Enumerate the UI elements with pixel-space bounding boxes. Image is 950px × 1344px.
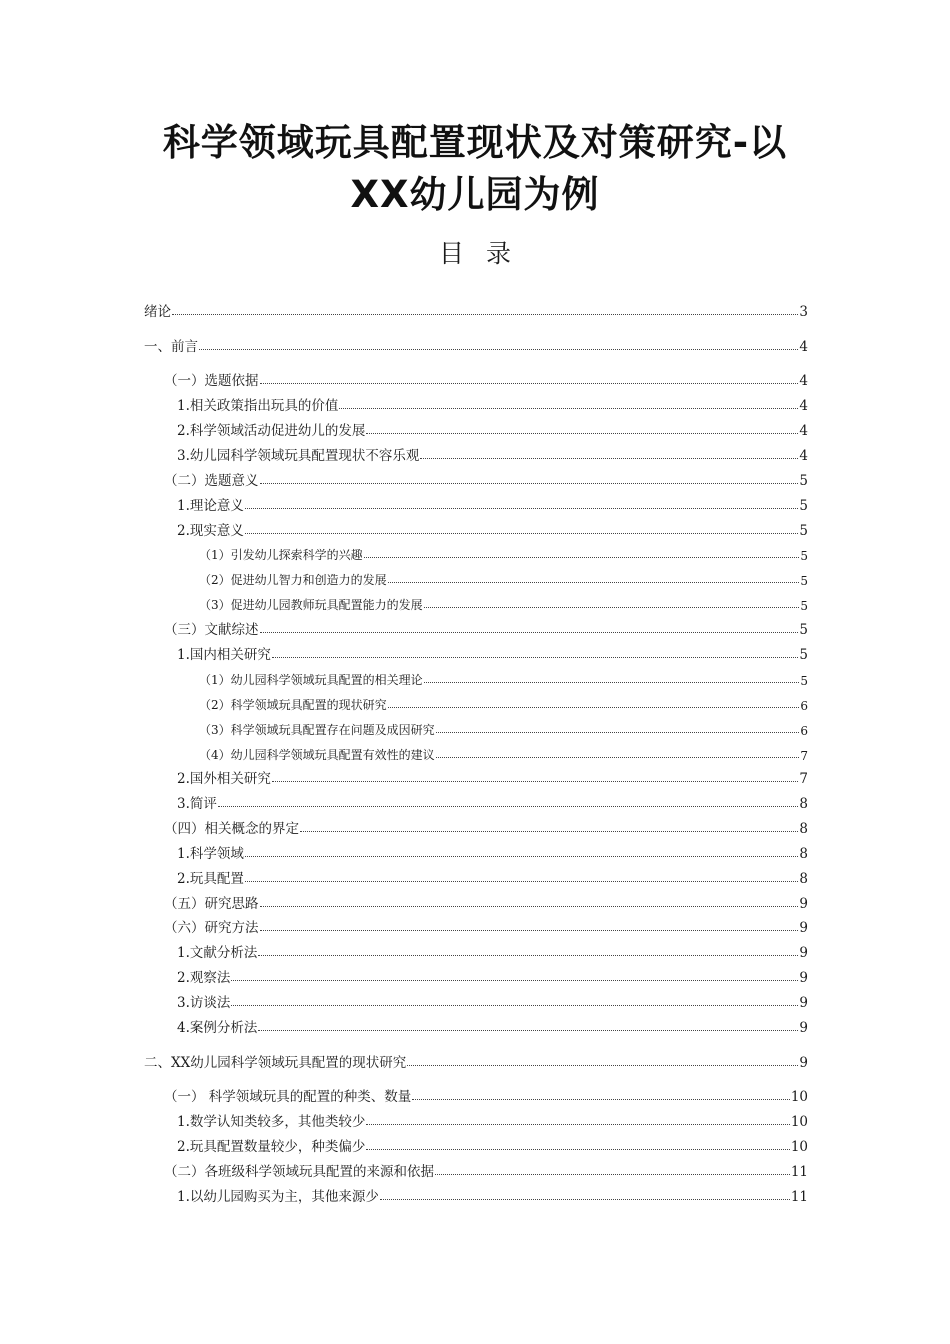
toc-entry-label: 3.访谈法 xyxy=(177,995,231,1011)
toc-entry[interactable] xyxy=(177,790,808,812)
toc-entry-page-number: 4 xyxy=(799,398,808,414)
toc-entry-page-number: 4 xyxy=(799,373,808,389)
toc-entry[interactable] xyxy=(177,392,808,414)
toc-leader-dots xyxy=(364,556,800,558)
toc-entry-page-number: 5 xyxy=(800,574,808,588)
toc-entry-label: （六）研究方法 xyxy=(164,920,259,936)
toc-entry-label: （二）选题意义 xyxy=(164,473,259,489)
toc-entry[interactable] xyxy=(177,442,808,464)
toc-entry-page-number: 9 xyxy=(799,1020,808,1036)
toc-entry[interactable] xyxy=(177,1133,808,1155)
toc-entry-label: 2.玩具配置 xyxy=(177,871,244,887)
toc-leader-dots xyxy=(258,1029,798,1031)
toc-leader-dots xyxy=(436,756,800,758)
toc-entry-page-number: 4 xyxy=(799,339,808,355)
toc-entry-label: 1.以幼儿园购买为主，其他来源少 xyxy=(177,1189,379,1205)
toc-entry-label: （一） 科学领域玩具的配置的种类、数量 xyxy=(164,1089,412,1105)
toc-entry[interactable] xyxy=(177,939,808,961)
toc-leader-dots xyxy=(366,1123,789,1125)
toc-leader-dots xyxy=(245,880,799,882)
toc-entry-label: 1.相关政策指出玩具的价值 xyxy=(177,398,339,414)
document-title-line-1: 科学领域玩具配置现状及对策研究-以 xyxy=(162,121,788,164)
toc-leader-dots xyxy=(260,905,799,907)
toc-leader-dots xyxy=(172,313,798,315)
toc-leader-dots xyxy=(366,1148,789,1150)
toc-leader-dots xyxy=(339,407,798,409)
toc-entry-label: 2.国外相关研究 xyxy=(177,771,271,787)
toc-entry[interactable] xyxy=(177,765,808,787)
toc-leader-dots xyxy=(245,507,799,509)
toc-entry[interactable] xyxy=(164,815,808,837)
toc-heading: 目录 xyxy=(438,239,533,268)
toc-entry[interactable] xyxy=(164,467,808,489)
toc-leader-dots xyxy=(231,1004,798,1006)
toc-entry-label: 1.科学领域 xyxy=(177,846,244,862)
toc-entry[interactable] xyxy=(199,591,808,613)
toc-leader-dots xyxy=(260,382,799,384)
toc-leader-dots xyxy=(272,780,799,782)
toc-entry-page-number: 9 xyxy=(799,1055,808,1071)
toc-entry-label: 1.文献分析法 xyxy=(177,945,258,961)
toc-entry[interactable] xyxy=(164,890,808,912)
toc-entry-page-number: 10 xyxy=(790,1089,808,1105)
toc-leader-dots xyxy=(424,606,800,608)
toc-leader-dots xyxy=(420,457,798,459)
toc-entry-page-number: 9 xyxy=(799,896,808,912)
toc-entry[interactable] xyxy=(164,1158,808,1180)
toc-entry-label: 1.数学认知类较多，其他类较少 xyxy=(177,1114,366,1130)
toc-entry-label: （4）幼儿园科学领域玩具配置有效性的建议 xyxy=(199,748,435,762)
toc-entry-label: 2.玩具配置数量较少，种类偏少 xyxy=(177,1139,366,1155)
toc-leader-dots xyxy=(231,979,798,981)
toc-entry-label: 1.理论意义 xyxy=(177,498,244,514)
toc-entry[interactable] xyxy=(177,417,808,439)
toc-leader-dots xyxy=(245,532,799,534)
toc-leader-dots xyxy=(199,348,798,350)
toc-entry[interactable] xyxy=(144,298,808,320)
toc-entry-page-number: 7 xyxy=(800,749,808,763)
toc-entry[interactable] xyxy=(144,333,808,355)
toc-entry-page-number: 4 xyxy=(799,423,808,439)
toc-entry-label: 绪论 xyxy=(144,304,171,320)
toc-entry-label: （3）科学领域玩具配置存在问题及成因研究 xyxy=(199,723,435,737)
toc-entry[interactable] xyxy=(177,492,808,514)
toc-entry-label: （一）选题依据 xyxy=(164,373,259,389)
toc-leader-dots xyxy=(272,656,799,658)
toc-leader-dots xyxy=(260,929,799,931)
toc-entry[interactable] xyxy=(144,1049,808,1071)
toc-leader-dots xyxy=(388,581,800,583)
toc-entry-page-number: 11 xyxy=(790,1164,808,1180)
toc-entry-page-number: 9 xyxy=(799,995,808,1011)
toc-entry-page-number: 5 xyxy=(799,622,808,638)
toc-entry-label: （2）促进幼儿智力和创造力的发展 xyxy=(199,573,387,587)
toc-entry-label: 3.幼儿园科学领域玩具配置现状不容乐观 xyxy=(177,448,420,464)
toc-entry-label: （3）促进幼儿园教师玩具配置能力的发展 xyxy=(199,598,423,612)
toc-entry[interactable] xyxy=(177,964,808,986)
toc-entry-page-number: 5 xyxy=(799,473,808,489)
toc-entry[interactable] xyxy=(177,865,808,887)
toc-entry[interactable] xyxy=(177,1108,808,1130)
toc-entry-page-number: 3 xyxy=(799,304,808,320)
toc-entry-page-number: 5 xyxy=(800,599,808,613)
toc-entry-page-number: 6 xyxy=(800,724,808,738)
toc-entry-label: （三）文献综述 xyxy=(164,622,259,638)
toc-entry[interactable] xyxy=(199,716,808,738)
toc-entry-page-number: 9 xyxy=(799,970,808,986)
document-title-line-2: XX幼儿园为例 xyxy=(350,173,600,216)
toc-entry[interactable] xyxy=(199,566,808,588)
toc-entry-page-number: 9 xyxy=(799,945,808,961)
toc-leader-dots xyxy=(366,432,798,434)
toc-entry-page-number: 9 xyxy=(799,920,808,936)
toc-entry[interactable] xyxy=(199,741,808,763)
toc-entry[interactable] xyxy=(164,914,808,936)
toc-leader-dots xyxy=(424,681,800,683)
toc-entry-label: 3.简评 xyxy=(177,796,217,812)
toc-entry-page-number: 5 xyxy=(800,674,808,688)
toc-entry-label: （1）引发幼儿探索科学的兴趣 xyxy=(199,548,363,562)
toc-entry-label: 2.科学领域活动促进幼儿的发展 xyxy=(177,423,366,439)
toc-entry[interactable] xyxy=(177,840,808,862)
toc-entry[interactable] xyxy=(199,541,808,563)
toc-entry[interactable] xyxy=(199,691,808,713)
toc-entry[interactable] xyxy=(164,367,808,389)
toc-entry-page-number: 5 xyxy=(799,647,808,663)
toc-leader-dots xyxy=(258,954,798,956)
toc-entry-page-number: 7 xyxy=(799,771,808,787)
toc-entry-page-number: 8 xyxy=(799,846,808,862)
toc-leader-dots xyxy=(407,1064,798,1066)
toc-entry[interactable] xyxy=(177,1183,808,1205)
toc-entry[interactable] xyxy=(177,989,808,1011)
toc-entry-label: 1.国内相关研究 xyxy=(177,647,271,663)
toc-entry-page-number: 6 xyxy=(800,699,808,713)
toc-entry[interactable] xyxy=(177,641,808,663)
toc-entry[interactable] xyxy=(164,1083,808,1105)
toc-entry-page-number: 5 xyxy=(799,498,808,514)
toc-entry-page-number: 5 xyxy=(799,523,808,539)
toc-entry-label: （1）幼儿园科学领域玩具配置的相关理论 xyxy=(199,673,423,687)
toc-leader-dots xyxy=(388,706,800,708)
toc-entry-label: 2.观察法 xyxy=(177,970,231,986)
toc-leader-dots xyxy=(260,631,799,633)
toc-entry[interactable] xyxy=(177,517,808,539)
toc-entry-label: （二）各班级科学领域玩具配置的来源和依据 xyxy=(164,1164,434,1180)
toc-entry-page-number: 8 xyxy=(799,796,808,812)
toc-leader-dots xyxy=(218,805,799,807)
toc-leader-dots xyxy=(380,1198,790,1200)
toc-entry-label: 2.现实意义 xyxy=(177,523,244,539)
toc-leader-dots xyxy=(300,830,798,832)
toc-entry[interactable] xyxy=(177,1014,808,1036)
toc-leader-dots xyxy=(412,1098,790,1100)
toc-entry-label: （2）科学领域玩具配置的现状研究 xyxy=(199,698,387,712)
toc-entry-label: 二、XX幼儿园科学领域玩具配置的现状研究 xyxy=(144,1055,407,1071)
toc-entry[interactable] xyxy=(199,666,808,688)
toc-entry-label: 一、前言 xyxy=(144,339,198,355)
toc-entry[interactable] xyxy=(164,616,808,638)
toc-entry-page-number: 5 xyxy=(800,549,808,563)
toc-entry-label: （四）相关概念的界定 xyxy=(164,821,299,837)
toc-leader-dots xyxy=(245,855,799,857)
toc-entry-page-number: 10 xyxy=(790,1139,808,1155)
toc-leader-dots xyxy=(436,731,800,733)
toc-entry-page-number: 4 xyxy=(799,448,808,464)
toc-leader-dots xyxy=(260,482,799,484)
toc-leader-dots xyxy=(435,1173,790,1175)
toc-entry-page-number: 8 xyxy=(799,871,808,887)
toc-entry-page-number: 8 xyxy=(799,821,808,837)
toc-entry-label: （五）研究思路 xyxy=(164,896,259,912)
toc-entry-label: 4.案例分析法 xyxy=(177,1020,258,1036)
toc-entry-page-number: 10 xyxy=(790,1114,808,1130)
toc-entry-page-number: 11 xyxy=(790,1189,808,1205)
